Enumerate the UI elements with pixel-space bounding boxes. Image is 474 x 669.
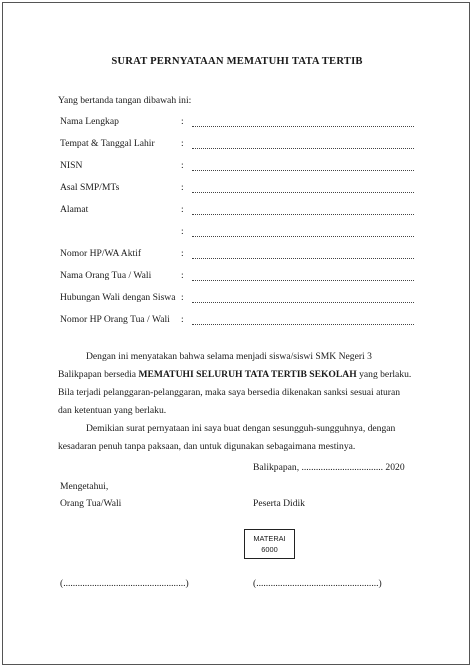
statement-emphasis: MEMATUHI SELURUH TATA TERTIB SEKOLAH (138, 369, 357, 380)
field-colon: : (181, 116, 184, 127)
field-fill-line (192, 148, 414, 149)
place-date: Balikpapan, .................................. 2020 (253, 462, 405, 473)
signature-line-parent: (...................................................) (60, 578, 189, 589)
field-label-hubungan-wali: Hubungan Wali dengan Siswa (60, 292, 176, 303)
field-fill-line (192, 170, 414, 171)
statement-text: Dengan ini menyatakan bahwa selama menjadi siswa/siswi SMK Negeri 3 Balikpapan bersedia (58, 351, 372, 380)
field-label-nama-lengkap: Nama Lengkap (60, 116, 119, 127)
intro-text: Yang bertanda tangan dibawah ini: (58, 95, 192, 106)
field-colon: : (181, 226, 184, 237)
parent-role-label: Orang Tua/Wali (60, 498, 122, 509)
document-title: SURAT PERNYATAAN MEMATUHI TATA TERTIB (111, 56, 363, 67)
field-label-nomor-hp-orang-tua: Nomor HP Orang Tua / Wali (60, 314, 170, 325)
statement-text: yang berlaku. Bila terjadi pelanggaran-pelanggaran, maka saya bersedia dikenakan sanksi sesuai aturan dan ketentuan yang berlaku. (58, 369, 412, 416)
field-label-nomor-hp: Nomor HP/WA Aktif (60, 248, 142, 259)
statement-paragraph-2: Demikian surat pernyataan ini saya buat dengan sesungguh-sungguhnya, dengan kesadaran penuh tanpa paksaan, dan untuk digunakan sebagaimana mestinya. (58, 423, 396, 452)
field-fill-line (192, 324, 414, 325)
field-fill-line (192, 192, 414, 193)
acknowledged-label: Mengetahui, (60, 481, 109, 492)
field-fill-line (192, 258, 414, 259)
field-colon: : (181, 270, 184, 281)
field-colon: : (181, 138, 184, 149)
materai-value: 6000 (261, 545, 278, 554)
signature-line-student: (...................................................) (253, 578, 382, 589)
field-fill-line (192, 280, 414, 281)
field-colon: : (181, 204, 184, 215)
field-fill-line (192, 302, 414, 303)
field-colon: : (181, 314, 184, 325)
field-colon: : (181, 292, 184, 303)
materai-label: MATERAI (253, 534, 286, 543)
field-label-tempat-tanggal-lahir: Tempat & Tanggal Lahir (60, 138, 155, 149)
field-fill-line (192, 214, 414, 215)
field-fill-line (192, 126, 414, 127)
field-label-alamat: Alamat (60, 204, 89, 215)
field-label-asal-smp: Asal SMP/MTs (60, 182, 120, 193)
field-label-nisn: NISN (60, 160, 83, 171)
materai-stamp-box (244, 529, 295, 559)
field-label-nama-orang-tua: Nama Orang Tua / Wali (60, 270, 152, 281)
field-fill-line (192, 236, 414, 237)
field-colon: : (181, 160, 184, 171)
field-colon: : (181, 248, 184, 259)
statement-body (58, 348, 416, 456)
statement-paragraph-1 (58, 348, 416, 420)
field-colon: : (181, 182, 184, 193)
student-role-label: Peserta Didik (253, 498, 305, 509)
